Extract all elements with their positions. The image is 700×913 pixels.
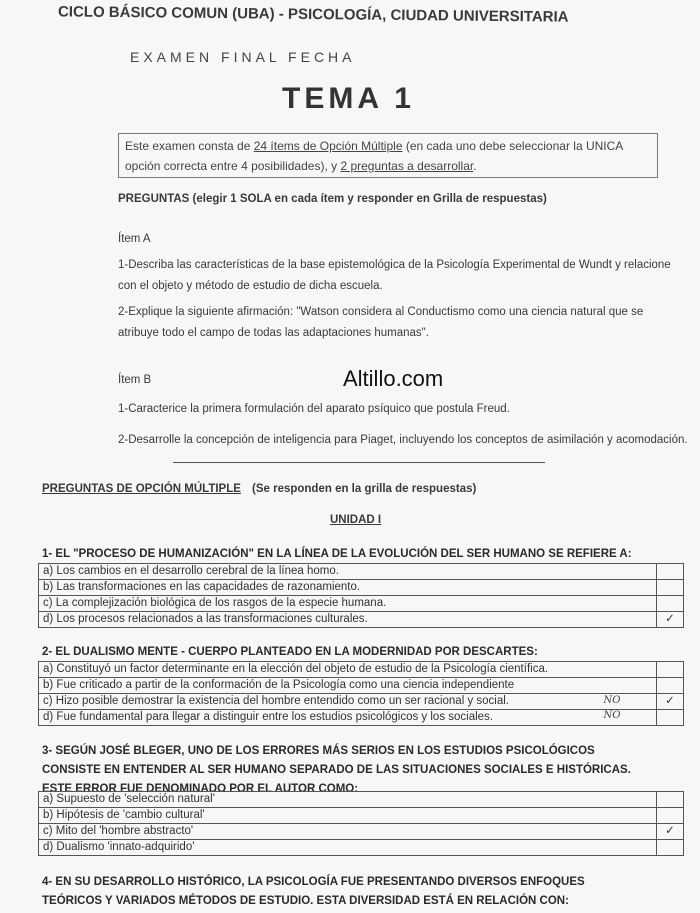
answer-cell[interactable]: ✓ [657,824,684,840]
handwritten-note: NO [603,710,621,721]
question-2-title: 2- EL DUALISMO MENTE - CUERPO PLANTEADO EN LA MODERNIDAD POR DESCARTES: [42,646,538,658]
divider [173,462,545,463]
item-a-label: Ítem A [118,233,151,245]
watermark: Altillo.com [343,366,444,391]
option-text: d) Dualismo 'innato-adquirido' [39,840,657,856]
question-4-title: 4- EN SU DESARROLLO HISTÓRICO, LA PSICOLOGÍA FUE PRESENTANDO DIVERSOS ENFOQUES TEÓRICOS Y VARIADOS MÉTODOS DE ESTUDIO. ESTA DIVERSIDAD ESTÁ EN RELACIÓN CON: [42,876,585,907]
unit-title: UNIDAD I [330,514,382,526]
option-text: a) Los cambios en el desarrollo cerebral de la línea homo. [39,564,657,580]
mc-note: (Se responden en la grilla de respuestas) [252,483,477,495]
option-row[interactable] [39,824,684,840]
instructions-mc-count: 24 ítems de Opción Múltiple [253,139,403,153]
option-row[interactable] [39,612,684,628]
option-text: a) Supuesto de 'selección natural' [39,792,657,808]
instructions-text: Este examen consta de [125,139,254,153]
instructions-open-count: 2 preguntas a desarrollar [340,159,474,173]
answer-cell[interactable] [657,580,684,596]
instructions-text: . [473,159,477,173]
question-3-title: 3- SEGÚN JOSÉ BLEGER, UNO DE LOS ERRORES MÁS SERIOS EN LOS ESTUDIOS PSICOLÓGICOS CONSISTE EN ENTENDER AL SER HUMANO SEPARADO DE LAS SITUACIONES SOCIALES E HISTÓRICAS. ESTE ERROR FUE DENOMINADO POR EL AUTOR COMO: [42,745,631,795]
question-2-options [38,661,684,726]
preguntas-heading: PREGUNTAS (elegir 1 SOLA en cada ítem y responder en Grilla de respuestas) [118,193,547,205]
option-text: c) Mito del 'hombre abstracto' [39,824,657,840]
option-label: c) Hizo posible demostrar la existencia del hombre entendido como un ser racional y social. [43,695,509,707]
option-text [39,710,657,726]
tema-title: TEMA 1 [282,82,415,115]
answer-cell[interactable] [657,808,684,824]
answer-cell[interactable] [657,678,684,694]
answer-cell[interactable] [657,710,684,726]
item-b-label: Ítem B [118,374,152,386]
question-3-options [38,791,684,856]
option-row[interactable] [39,580,684,596]
answer-cell[interactable] [657,596,684,612]
item-b-question-2: 2-Desarrolle la concepción de inteligencia para Piaget, incluyendo los conceptos de asimilación y acomodación. [118,434,688,446]
option-text: d) Los procesos relacionados a las transformaciones culturales. [39,612,657,628]
instructions-text: (en cada uno debe seleccionar la UNICA opción correcta entre 4 posibilidades), y [125,139,623,173]
option-row[interactable] [39,678,684,694]
answer-cell[interactable] [657,792,684,808]
option-text: a) Constituyó un factor determinante en la elección del objeto de estudio de la Psicología científica. [39,662,657,678]
option-text: c) La complejización biológica de los rasgos de la especie humana. [39,596,657,612]
answer-cell[interactable]: ✓ [657,694,684,710]
exam-subtitle: EXAMEN FINAL FECHA [130,49,356,65]
item-b-question-1: 1-Caracterice la primera formulación del aparato psíquico que postula Freud. [118,403,510,415]
option-row[interactable] [39,792,684,808]
option-row[interactable] [39,710,684,726]
option-text: b) Hipótesis de 'cambio cultural' [39,808,657,824]
institution-header: CICLO BÁSICO COMUN (UBA) - PSICOLOGÍA, CIUDAD UNIVERSITARIA [57,3,569,26]
option-row[interactable] [39,840,684,856]
option-row[interactable] [39,694,684,710]
question-1-options [38,563,684,628]
answer-cell[interactable] [657,840,684,856]
option-row[interactable] [39,808,684,824]
item-a-question-1: 1-Describa las características de la base epistemológica de la Psicología Experimental de Wundt y relacione con el objeto y método de estudio de dicha escuela. [118,259,671,292]
option-text: b) Fue criticado a partir de la conformación de la Psicología como una ciencia independiente [39,678,657,694]
question-1-title: 1- EL "PROCESO DE HUMANIZACIÓN" EN LA LÍNEA DE LA EVOLUCIÓN DEL SER HUMANO SE REFIERE A: [42,548,632,560]
item-a-question-2: 2-Explique la siguiente afirmación: "Watson considera al Conductismo como una ciencia natural que se atribuye todo el campo de todas las adaptaciones humanas". [118,306,644,339]
option-row[interactable] [39,596,684,612]
answer-cell[interactable] [657,662,684,678]
option-row[interactable] [39,662,684,678]
option-row[interactable] [39,564,684,580]
instructions-box [118,133,658,178]
answer-cell[interactable] [657,564,684,580]
handwritten-note: NO [603,695,621,706]
option-text [39,694,657,710]
answer-cell[interactable]: ✓ [657,612,684,628]
option-label: d) Fue fundamental para llegar a distinguir entre los estudios psicológicos y los sociales. [43,711,494,723]
option-text: b) Las transformaciones en las capacidades de razonamiento. [39,580,657,596]
mc-heading: PREGUNTAS DE OPCIÓN MÚLTIPLE [42,483,241,495]
